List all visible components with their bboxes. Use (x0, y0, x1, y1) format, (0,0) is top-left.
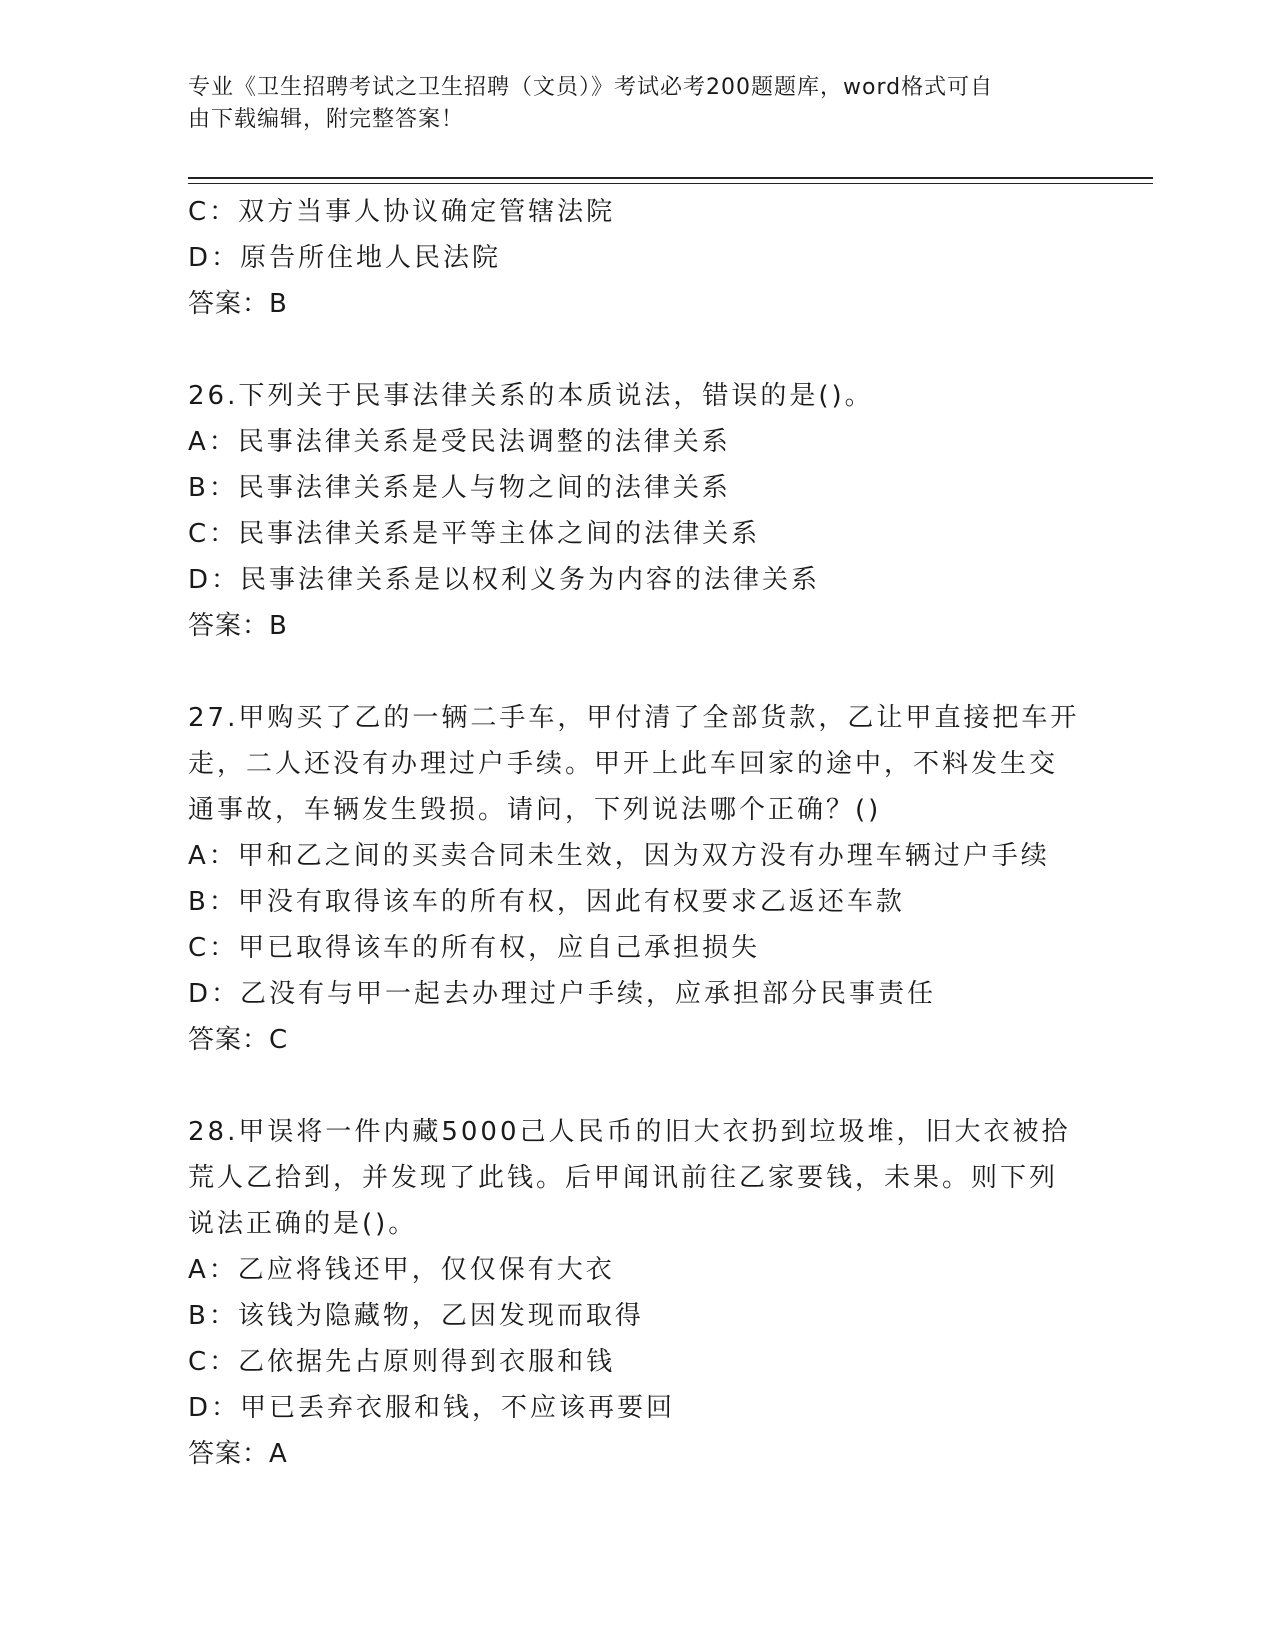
header-line-2: 由下载编辑，附完整答案！ (188, 107, 465, 132)
question-28 (188, 1109, 1088, 1477)
q26-option-c: C：民事法律关系是平等主体之间的法律关系 (188, 519, 761, 549)
header-divider-thick (188, 177, 1153, 179)
q26-stem: 26.下列关于民事法律关系的本质说法，错误的是()。 (188, 381, 874, 411)
q28-option-b: B：该钱为隐藏物，乙因发现而取得 (188, 1301, 644, 1331)
q27-option-b: B：甲没有取得该车的所有权，因此有权要求乙返还车款 (188, 887, 905, 917)
question-27 (188, 695, 1088, 1063)
header-divider-thin (188, 183, 1153, 184)
q28-option-d: D：甲已丢弃衣服和钱，不应该再要回 (188, 1393, 676, 1423)
q28-answer: 答案：A (188, 1439, 288, 1469)
q28-option-c: C：乙依据先占原则得到衣服和钱 (188, 1347, 616, 1377)
question-26 (188, 373, 1088, 649)
q27-option-a: A：甲和乙之间的买卖合同未生效，因为双方没有办理车辆过户手续 (188, 841, 1050, 871)
question-25-tail (188, 189, 1088, 327)
q27-stem-line-2: 走，二人还没有办理过户手续。甲开上此车回家的途中，不料发生交 (188, 749, 1059, 779)
spacer (188, 649, 1088, 695)
q28-stem-line-3: 说法正确的是()。 (188, 1209, 418, 1239)
q27-answer: 答案：C (188, 1025, 289, 1055)
q28-stem-line-1: 28.甲误将一件内藏5000己人民币的旧大衣扔到垃圾堆，旧大衣被拾 (188, 1117, 1071, 1147)
q28-stem-line-2: 荒人乙拾到，并发现了此钱。后甲闻讯前往乙家要钱，未果。则下列 (188, 1163, 1059, 1193)
header-line-1: 专业《卫生招聘考试之卫生招聘（文员）》考试必考200题题库，word格式可自 (188, 75, 994, 100)
q25-option-d: D：原告所住地人民法院 (188, 243, 502, 273)
q28-option-a: A：乙应将钱还甲，仅仅保有大衣 (188, 1255, 615, 1285)
spacer (188, 327, 1088, 373)
q26-option-a: A：民事法律关系是受民法调整的法律关系 (188, 427, 731, 457)
q27-stem-line-3: 通事故，车辆发生毁损。请问，下列说法哪个正确？() (188, 795, 882, 825)
q26-option-d: D：民事法律关系是以权利义务为内容的法律关系 (188, 565, 821, 595)
q26-option-b: B：民事法律关系是人与物之间的法律关系 (188, 473, 731, 503)
q25-option-c: C：双方当事人协议确定管辖法院 (188, 197, 616, 227)
q25-answer: 答案：B (188, 289, 288, 319)
spacer (188, 1063, 1088, 1109)
question-list (188, 189, 1088, 1477)
q27-option-d: D：乙没有与甲一起去办理过户手续，应承担部分民事责任 (188, 979, 937, 1009)
q27-option-c: C：甲已取得该车的所有权，应自己承担损失 (188, 933, 761, 963)
q27-stem-line-1: 27.甲购买了乙的一辆二手车，甲付清了全部货款，乙让甲直接把车开 (188, 703, 1080, 733)
document-header (188, 72, 1068, 136)
q26-answer: 答案：B (188, 611, 288, 641)
